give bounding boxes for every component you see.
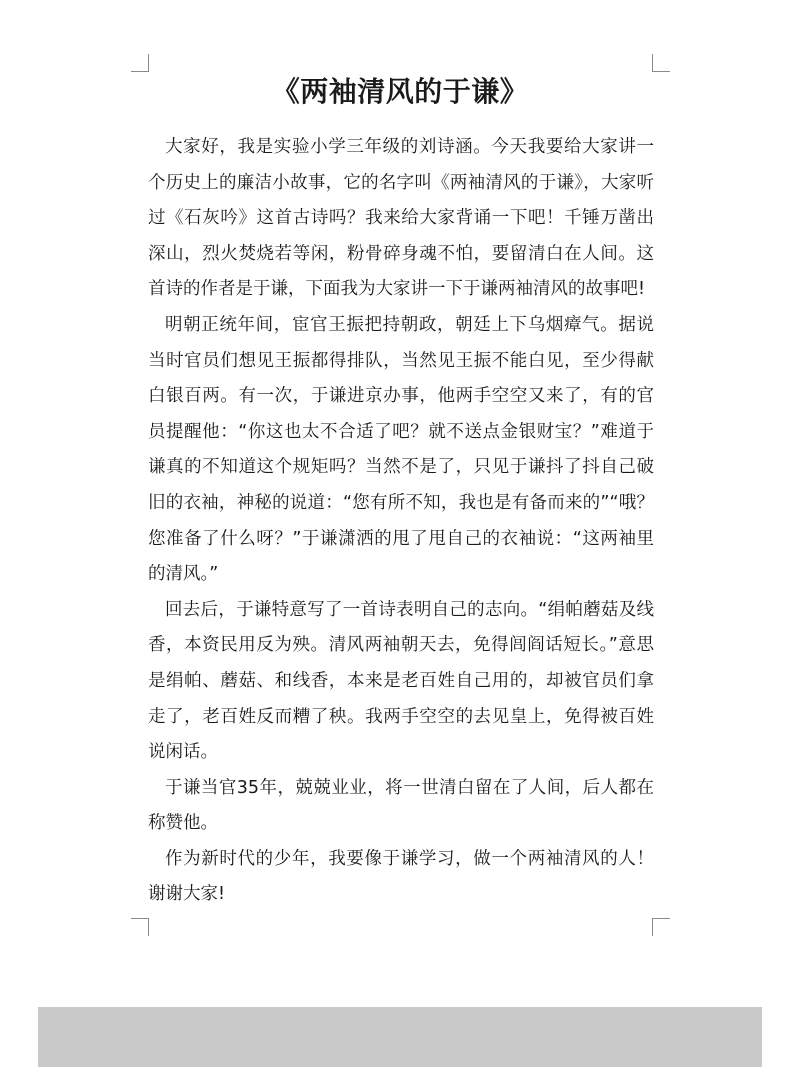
paragraph-intro: 大家好，我是实验小学三年级的刘诗涵。今天我要给大家讲一个历史上的廉洁小故事，它的名字叫《两袖清风的于谦》，大家听过《石灰吟》这首古诗吗？我来给大家背诵一下吧！千锤万凿出深山，烈火焚烧若等闲，粉骨碎身魂不怕，要留清白在人间。这首诗的作者是于谦，下面我为大家讲一下于谦两袖清风的故事吧! xyxy=(148,137,654,300)
paragraph-career: 于谦当官35年，兢兢业业，将一世清白留在了人间，后人都在称赞他。 xyxy=(148,777,654,834)
margin-mark-top-right xyxy=(652,54,670,72)
margin-mark-bottom-right xyxy=(652,918,670,936)
margin-mark-top-left xyxy=(131,54,149,72)
document-title: 《两袖清风的于谦》 xyxy=(271,75,529,108)
margin-mark-bottom-left xyxy=(131,918,149,936)
document-body xyxy=(148,130,654,913)
paragraph-story: 明朝正统年间，宦官王振把持朝政，朝廷上下乌烟瘴气。据说当时官员们想见王振都得排队，当然见王振不能白见，至少得献白银百两。有一次，于谦进京办事，他两手空空又来了，有的官员提醒他：“你这也太不合适了吧？就不送点金银财宝？”难道于谦真的不知道这个规矩吗？当然不是了，只见于谦抖了抖自己破旧的衣袖，神秘的说道：“您有所不知，我也是有备而来的”“哦？您准备了什么呀？”于谦潇洒的甩了甩自己的衣袖说：“这两袖里的清风。” xyxy=(148,314,654,585)
paragraph-poem: 回去后，于谦特意写了一首诗表明自己的志向。“绢帕蘑菇及线香，本资民用反为殃。清风两袖朝天去，免得闾阎话短长。”意思是绢帕、蘑菇、和线香，本来是老百姓自己用的，却被官员们拿走了，老百姓反而糟了秧。我两手空空的去见皇上，免得被百姓说闲话。 xyxy=(148,599,654,763)
next-page-gap xyxy=(38,1007,762,1067)
paragraph-closing: 作为新时代的少年，我要像于谦学习，做一个两袖清风的人！谢谢大家! xyxy=(148,848,654,905)
